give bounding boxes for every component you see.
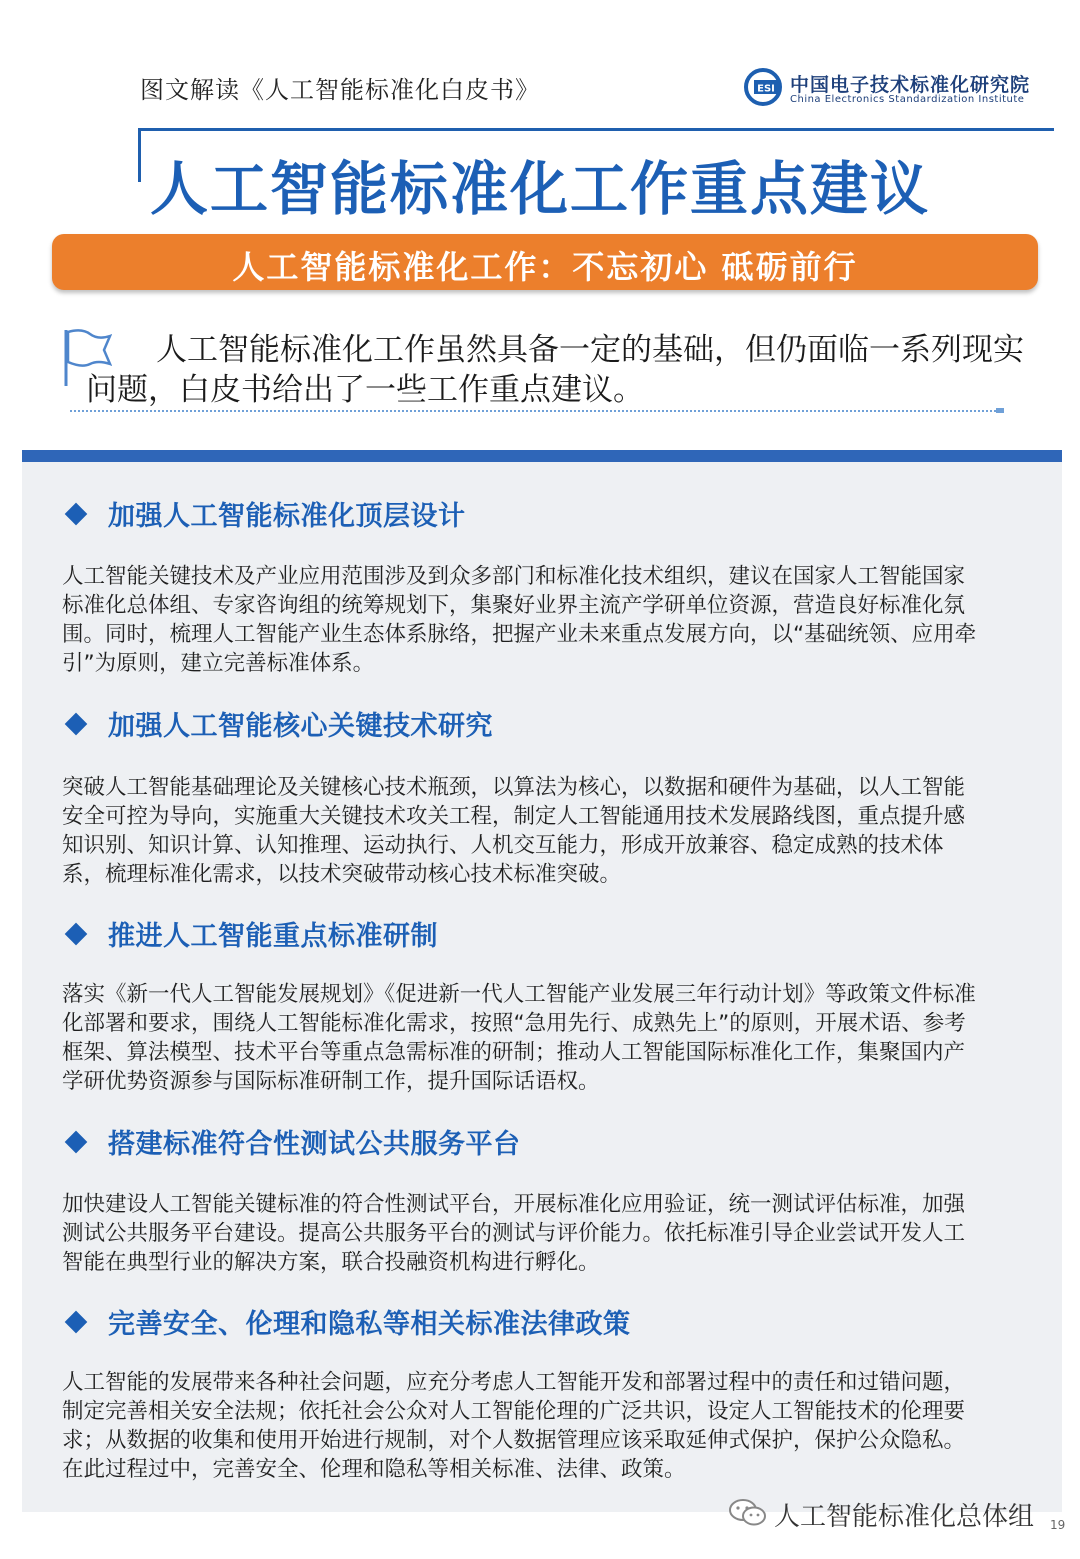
section-heading-text: 推进人工智能重点标准研制 bbox=[108, 921, 438, 952]
page-title: 人工智能标准化工作重点建议 bbox=[149, 155, 930, 223]
title-frame-top bbox=[140, 128, 1054, 131]
section-heading-text: 完善安全、伦理和隐私等相关标准法律政策 bbox=[108, 1309, 631, 1340]
footer-source bbox=[728, 1494, 1058, 1534]
section-body-2: 突破人工智能基础理论及关键核心技术瓶颈，以算法为核心，以数据和硬件为基础，以人工智能安全可控为导向，实施重大关键技术攻关工程，制定人工智能通用技术发展路线图，重点提升感知识别、知识计算、认知推理、运动执行、人机交互能力，形成开放兼容、稳定成熟的技术体系，梳理标准化需求，以技术突破带动核心技术标准突破。 bbox=[62, 775, 966, 887]
wechat-icon bbox=[728, 1498, 768, 1528]
logo bbox=[744, 68, 1044, 112]
intro-paragraph: 人工智能标准化工作虽然具备一定的基础，但仍面临一系列现实问题，白皮书给出了一些工作重点建议。 bbox=[86, 332, 1024, 408]
section-body-1: 人工智能关键技术及产业应用范围涉及到众多部门和标准化技术组织，建议在国家人工智能国家标准化总体组、专家咨询组的统筹规划下，集聚好业界主流产学研单位资源，营造良好标准化氛围。同时，梳理人工智能产业生态体系脉络，把握产业未来重点发展方向，以“基础统领、应用牵引”为原则，建立完善标准体系。 bbox=[62, 564, 977, 676]
esi-logo-icon bbox=[744, 68, 782, 106]
section-heading-text: 搭建标准符合性测试公共服务平台 bbox=[108, 1129, 521, 1160]
section-heading-5 bbox=[66, 1302, 1006, 1342]
diamond-icon bbox=[65, 713, 88, 736]
section-body-4: 加快建设人工智能关键标准的符合性测试平台，开展标准化应用验证，统一测试评估标准，加强测试公共服务平台建设。提高公共服务平台的测试与评价能力。依托标准引导企业尝试开发人工智能在典型行业的解决方案，联合投融资机构进行孵化。 bbox=[62, 1192, 966, 1275]
diamond-icon bbox=[65, 1311, 88, 1334]
section-heading-4 bbox=[66, 1122, 1006, 1162]
diamond-icon bbox=[65, 923, 88, 946]
logo-name-cn: 中国电子技术标准化研究院 bbox=[790, 74, 1031, 96]
diamond-icon bbox=[65, 503, 88, 526]
header-caption: 图文解读《人工智能标准化白皮书》 bbox=[140, 76, 540, 104]
section-heading-3 bbox=[66, 914, 1006, 954]
logo-name-en: China Electronics Standardization Institute bbox=[790, 94, 1025, 105]
content-panel-bar bbox=[22, 450, 1062, 462]
section-heading-1 bbox=[66, 494, 1006, 534]
section-body-3: 落实《新一代人工智能发展规划》《促进新一代人工智能产业发展三年行动计划》等政策文件标准化部署和要求，围绕人工智能标准化需求，按照“急用先行、成熟先上”的原则，开展术语、参考框架、算法模型、技术平台等重点急需标准的研制；推动人工智能国际标准化工作，集聚国内产学研优势资源参与国际标准研制工作，提升国际话语权。 bbox=[62, 982, 976, 1094]
intro-divider bbox=[70, 410, 1004, 412]
section-heading-2 bbox=[66, 704, 1006, 744]
footer-source-text: 人工智能标准化总体组 bbox=[774, 1502, 1035, 1532]
page-number: 19 bbox=[1050, 1518, 1066, 1532]
section-heading-text: 加强人工智能标准化顶层设计 bbox=[108, 501, 466, 532]
intro-divider-endmark bbox=[996, 408, 1004, 413]
subtitle-banner bbox=[52, 234, 1038, 290]
logo-abbr: ESI bbox=[757, 83, 775, 95]
section-body-5: 人工智能的发展带来各种社会问题，应充分考虑人工智能开发和部署过程中的责任和过错问题，制定完善相关安全法规；依托社会公众对人工智能伦理的广泛共识，设定人工智能技术的伦理要求；从数据的收集和使用开始进行规制，对个人数据管理应该采取延伸式保护，保护公众隐私。在此过程过中，完善安全、伦理和隐私等相关标准、法律、政策。 bbox=[62, 1370, 966, 1482]
section-heading-text: 加强人工智能核心关键技术研究 bbox=[108, 711, 493, 742]
diamond-icon bbox=[65, 1131, 88, 1154]
subtitle-text: 人工智能标准化工作：不忘初心 砥砺前行 bbox=[232, 248, 858, 286]
